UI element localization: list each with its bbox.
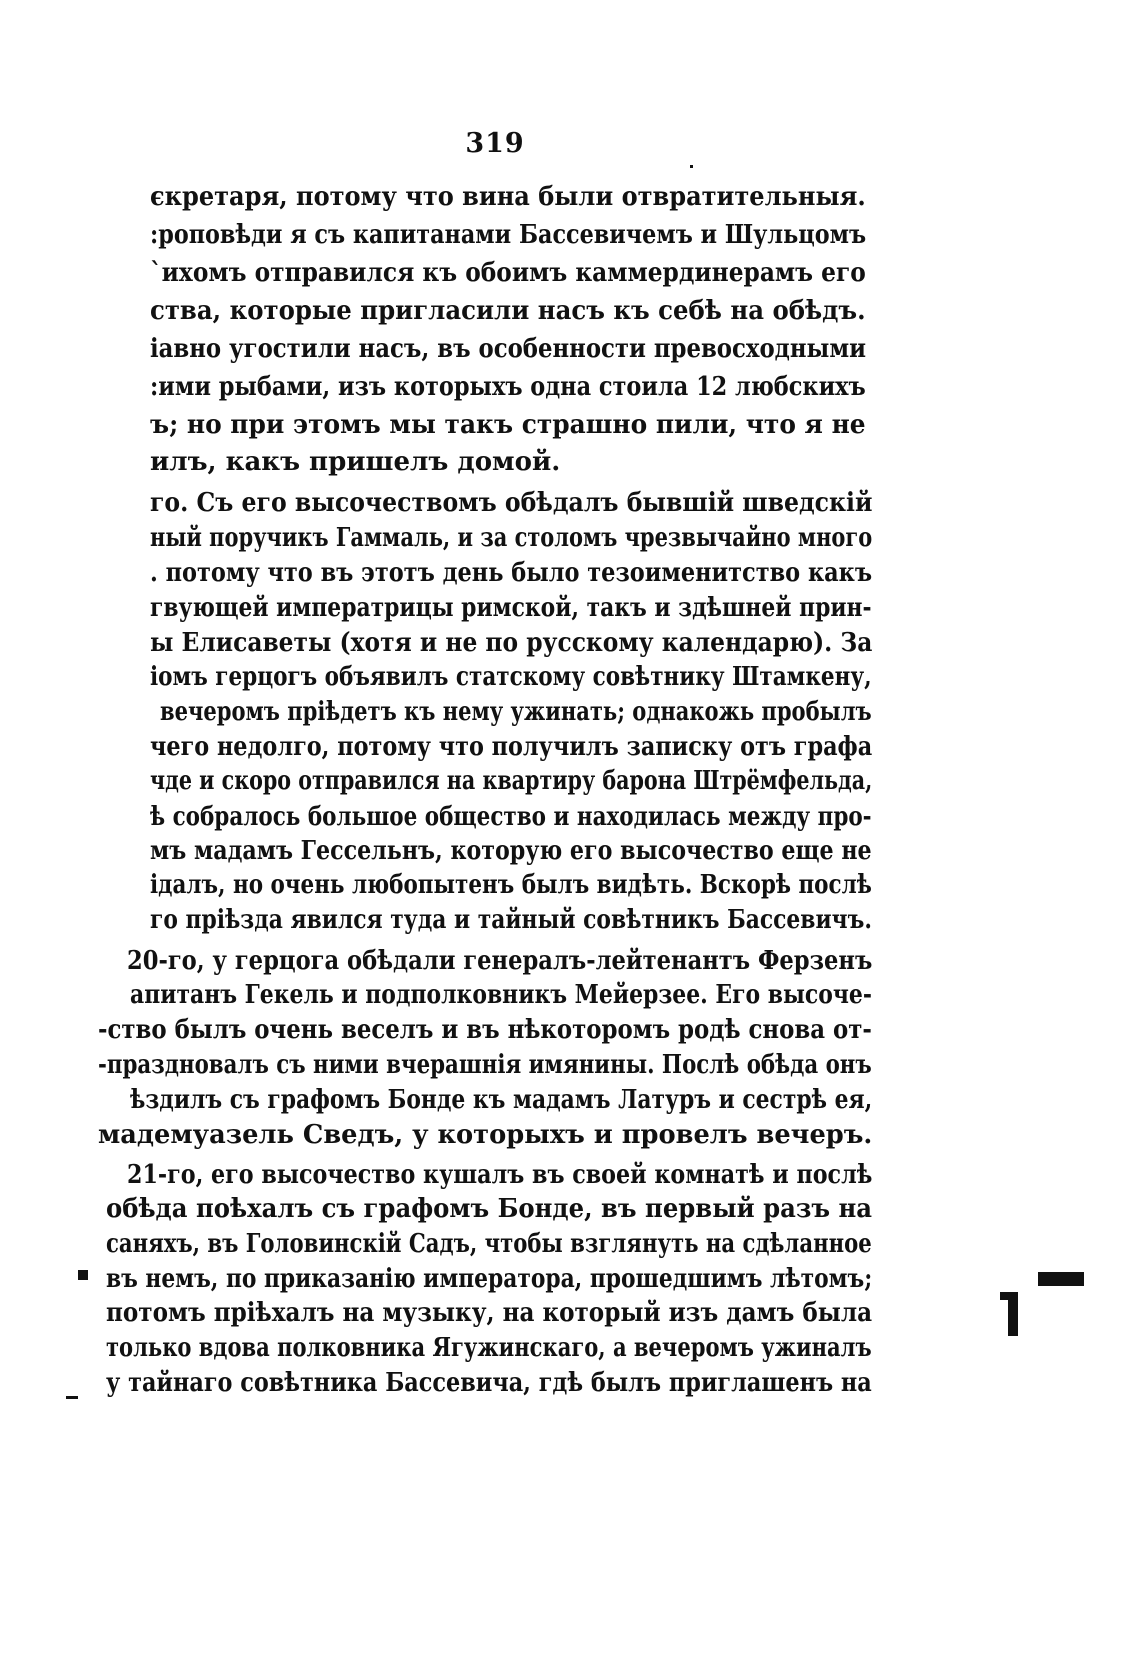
text-line: :ими рыбами, изъ которыхъ одна стоила 12 любскихъ — [150, 372, 866, 402]
text-line: ы Елисаветы (хотя и не по русскому календарю). За — [150, 628, 873, 658]
text-line: только вдова полковника Ягужинскаго, а вечеромъ ужиналъ — [106, 1333, 872, 1363]
text-line: вечеромъ пріѣдетъ къ нему ужинать; однакожь пробылъ — [160, 697, 872, 727]
scan-mark — [1038, 1272, 1084, 1286]
text-line: чде и скоро отправился на квартиру барона Штрёмфельда, — [150, 766, 873, 796]
text-line: саняхъ, въ Головинскій Садъ, чтобы взглянуть на сдѣланное — [106, 1229, 872, 1259]
text-line: въ немъ, по приказанію императора, прошедшимъ лѣтомъ; — [106, 1264, 873, 1294]
scan-mark — [66, 1396, 78, 1399]
text-line: іавно угостили насъ, въ особенности превосходными — [150, 334, 867, 364]
text-line: гвующей императрицы римской, такъ и здѣшней прин- — [150, 593, 872, 623]
text-line: 20-го, у герцога обѣдали генералъ-лейтенантъ Ферзенъ — [127, 946, 873, 976]
text-line: ѣздилъ съ графомъ Бонде къ мадамъ Латуръ и сестрѣ ея, — [130, 1085, 873, 1115]
text-line: . потому что въ этотъ день было тезоименитство какъ — [150, 558, 873, 588]
text-line: ъ; но при этомъ мы такъ страшно пили, что я не — [150, 410, 866, 440]
text-line: ный поручикъ Гаммаль, и за столомъ чрезвычайно много — [150, 523, 873, 553]
text-line: ѣ собралось большое общество и находилась между про- — [150, 802, 872, 832]
text-line: го. Съ его высочествомъ обѣдалъ бывшій шведскій — [150, 488, 873, 518]
text-line: 21-го, его высочество кушалъ въ своей комнатѣ и послѣ — [127, 1160, 873, 1190]
scan-mark — [78, 1270, 88, 1280]
text-line: у тайнаго совѣтника Бассевича, гдѣ былъ приглашенъ на — [106, 1368, 872, 1398]
scan-mark — [1000, 1292, 1018, 1300]
text-line: іомъ герцогъ объявилъ статскому совѣтнику Штамкену, — [150, 662, 872, 692]
text-line: потомъ пріѣхалъ на музыку, на который изъ дамъ была — [106, 1298, 873, 1328]
text-line: илъ, какъ пришелъ домой. — [150, 447, 561, 477]
text-line: чего недолго, потому что получилъ записку отъ графа — [150, 732, 873, 762]
text-line: єкретаря, потому что вина были отвратительныя. — [150, 182, 866, 212]
text-line: мъ мадамъ Гессельнъ, которую его высочество еще не — [150, 836, 872, 866]
scan-mark — [690, 165, 693, 168]
text-line: -ство былъ очень веселъ и въ нѣкоторомъ родѣ снова от- — [98, 1015, 872, 1045]
text-line: ідалъ, но очень любопытенъ былъ видѣть. Вскорѣ послѣ — [150, 870, 872, 900]
text-line: обѣда поѣхалъ съ графомъ Бонде, въ первый разъ на — [106, 1194, 873, 1224]
text-line: мадемуазель Сведъ, у которыхъ и провелъ вечеръ. — [98, 1120, 873, 1150]
page-number: 319 — [465, 128, 525, 159]
text-line: го пріѣзда явился туда и тайный совѣтникъ Бассевичъ. — [150, 905, 872, 935]
text-line: `ихомъ отправился къ обоимъ каммердинерамъ его — [150, 258, 866, 288]
text-line: апитанъ Гекель и подполковникъ Мейерзее. Его высоче- — [130, 980, 872, 1010]
text-line: ства, которые пригласили насъ къ себѣ на обѣдъ. — [150, 296, 866, 326]
text-line: :роповѣди я съ капитанами Бассевичемъ и Шульцомъ — [150, 220, 867, 250]
text-line: -праздновалъ съ ними вчерашнія имянины. Послѣ обѣда онъ — [98, 1050, 872, 1080]
